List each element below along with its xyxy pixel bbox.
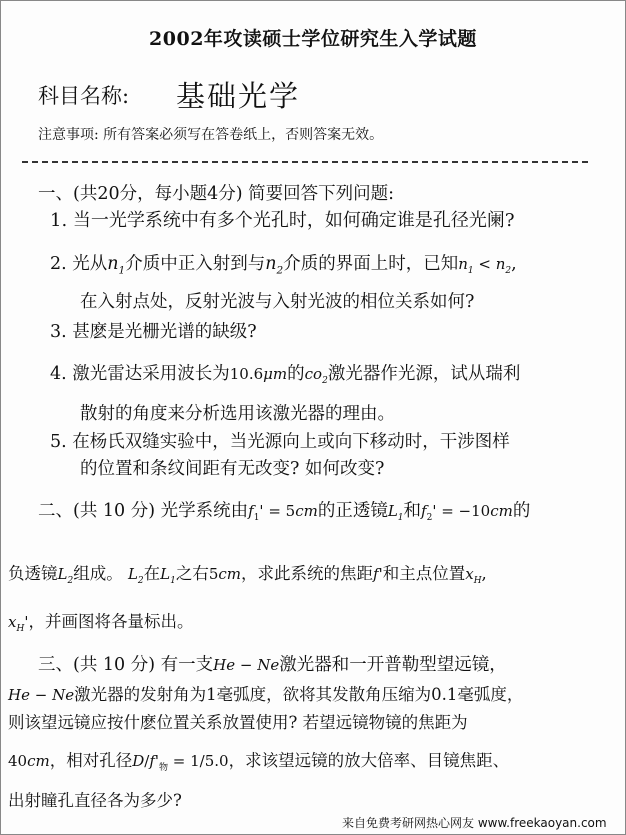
relative-aperture-formula: $D/f'_物 = 1/5.0$ <box>132 752 229 773</box>
s3-text-c: 激光器的发射角为1毫弧度，欲将其发散角压缩为0.1毫弧度， <box>74 685 524 704</box>
s2-text-j: 和主点位置 <box>382 564 466 583</box>
q2-text-a: 2. 光从 <box>50 254 108 274</box>
question-1-2-line1: 2. 光从$n_1$介质中正入射到与$n_2$介质的界面上时，已知$n_1 < n_2$, <box>50 254 517 277</box>
notice-text: 注意事项: 所有答案必须写在答卷纸上，否则答案无效。 <box>38 127 384 143</box>
s3-text-e: ，求该望远镜的放大倍率、目镜焦距、 <box>228 751 510 770</box>
subject-name: 基础光学 <box>176 79 301 113</box>
s2-text-d: 的 <box>512 501 531 521</box>
wavelength-formula: 10.6μm <box>229 365 288 383</box>
s2-text-g: 在 <box>143 564 161 583</box>
L1-symbol-2: $L_1$ <box>160 565 176 586</box>
s2-text-a: 二、(共 10 分) 光学系统由 <box>38 501 249 521</box>
section3-line5: 出射瞳孔直径各为多少? <box>8 791 182 810</box>
n1-lt-n2-formula: $n_1 < n_2$ <box>458 255 512 276</box>
f-prime-symbol: f' <box>373 565 383 583</box>
L2-symbol: $L_2$ <box>57 565 74 586</box>
question-1-2-line2: 在入射点处，反射光波与入射光波的相位关系如何? <box>80 292 475 312</box>
subject-label: 科目名称: <box>38 84 130 108</box>
distance-formula: 5cm <box>208 565 242 583</box>
q2-text-b: 介质中正入射到与 <box>125 254 266 274</box>
he-ne-symbol: He − Ne <box>213 656 280 674</box>
xH-prime-symbol: $x_H'$ <box>8 613 29 634</box>
exam-title: 2002年攻读硕士学位研究生入学试题 <box>149 28 477 50</box>
s2-text-b: 的正透镜 <box>317 501 388 521</box>
question-1-5-line1: 5. 在杨氏双缝实验中，当光源向上或向下移动时，干涉图样 <box>50 432 510 452</box>
f1-formula: $f_1' = 5cm$ <box>248 502 318 523</box>
question-1-5-line2: 的位置和条纹间距有无改变? 如何改变? <box>80 459 385 479</box>
section1-heading: 一、(共20分，每小题4分) 简要回答下列问题: <box>38 184 395 204</box>
question-1-1: 1. 当一光学系统中有多个光孔时，如何确定谁是孔径光阑? <box>50 210 515 231</box>
q4-text-b: 的 <box>287 364 305 384</box>
he-ne-symbol-2: He − Ne <box>8 686 75 704</box>
section2-line2: 负透镜$L_2$组成。 $L_2$在$L_1$之右5cm，求此系统的焦距f'和主点位置$x_H$, <box>8 564 487 586</box>
question-1-4-line2: 散射的角度来分析选用该激光器的理由。 <box>80 404 395 424</box>
question-1-3: 3. 甚麽是光栅光谱的缺级? <box>50 322 257 342</box>
xH-symbol: $x_H$ <box>465 565 482 586</box>
s2-text-f: 组成。 <box>73 564 123 583</box>
s2-text-k: ，并画图将各量标出。 <box>28 612 194 631</box>
s3-text-a: 三、(共 10 分) 有一支 <box>38 655 214 675</box>
f2-formula: $f_2' = -10cm$ <box>421 502 513 523</box>
q4-text-c: 激光器作光源，试从瑞利 <box>327 364 521 384</box>
s2-text-h: 之右 <box>175 564 209 583</box>
source-footer: 来自免费考研网热心网友 www.freekaoyan.com <box>342 816 607 830</box>
q4-text-a: 4. 激光雷达采用波长为 <box>50 364 230 384</box>
q2-text-c: 介质的界面上时，已知 <box>283 254 459 274</box>
s3-text-b: 激光器和一开普勒型望远镜， <box>279 655 507 675</box>
s2-text-c: 和 <box>403 501 422 521</box>
focal-length-formula: 40cm <box>8 752 50 770</box>
L2-symbol-2: $L_2$ <box>127 565 144 586</box>
n1-symbol: $n_1$ <box>107 254 126 277</box>
s2-text-i: ，求此系统的焦距 <box>241 564 374 583</box>
s3-text-d: ，相对孔径 <box>49 751 133 770</box>
n2-symbol: $n_2$ <box>265 254 284 277</box>
section3-line3: 则该望远镜应按什麽位置关系放置使用? 若望远镜物镜的焦距为 <box>8 713 468 732</box>
L1-symbol: $L_1$ <box>387 502 404 523</box>
co2-formula: $co_2$ <box>304 365 328 386</box>
s2-text-e: 负透镜 <box>8 564 58 583</box>
